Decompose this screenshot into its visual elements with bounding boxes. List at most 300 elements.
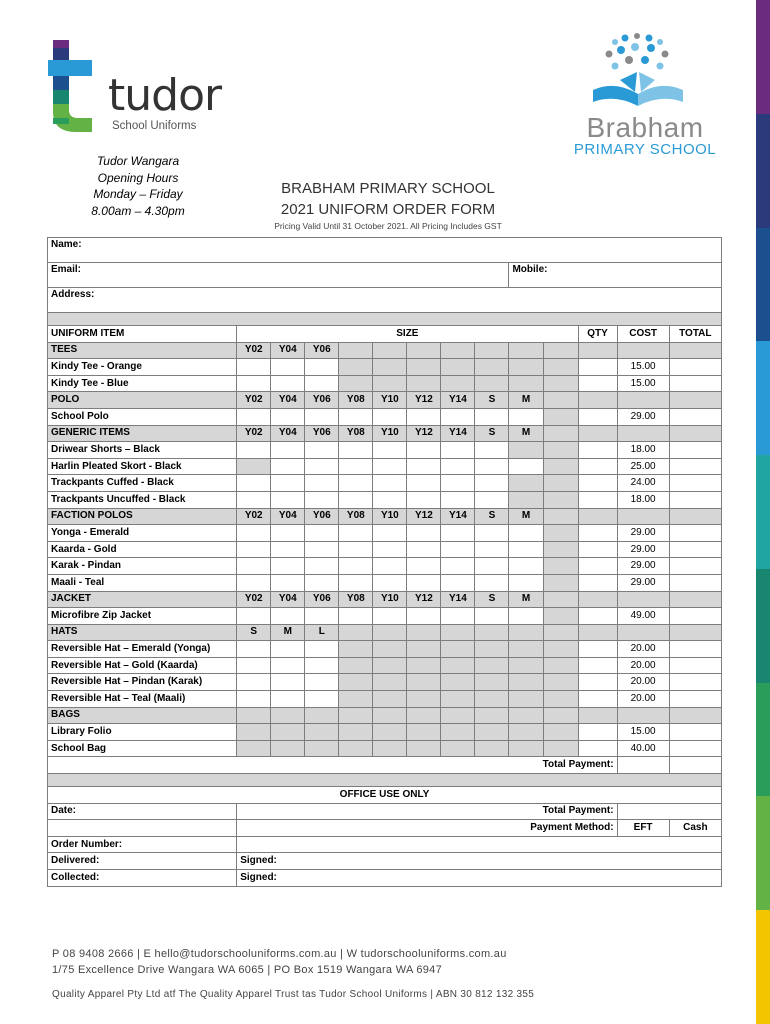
item-cost: 18.00 [617, 491, 669, 508]
size-label: Y12 [407, 392, 441, 409]
size-qty-input[interactable] [305, 674, 339, 691]
size-qty-input[interactable] [271, 458, 305, 475]
qty-empty [578, 624, 617, 641]
qty-input[interactable] [578, 359, 617, 376]
size-qty-input[interactable] [407, 475, 441, 492]
order-number-row [48, 836, 722, 853]
mobile-field[interactable] [509, 263, 722, 288]
size-unavailable [509, 442, 543, 459]
size-unavailable [339, 691, 373, 708]
size-label: Y10 [373, 392, 407, 409]
size-qty-input[interactable] [271, 558, 305, 575]
size-qty-input[interactable] [271, 608, 305, 625]
item-cost: 20.00 [617, 691, 669, 708]
address-row [48, 288, 722, 313]
size-qty-input[interactable] [237, 674, 271, 691]
size-qty-input[interactable] [305, 691, 339, 708]
cash-option[interactable]: Cash [669, 820, 721, 837]
size-label: M [509, 508, 543, 525]
size-unavailable [543, 541, 578, 558]
size-qty-input[interactable] [339, 574, 373, 591]
size-qty-input[interactable] [441, 475, 475, 492]
size-qty-input[interactable] [441, 408, 475, 425]
size-qty-input[interactable] [475, 475, 509, 492]
size-qty-input[interactable] [271, 691, 305, 708]
size-unavailable [339, 674, 373, 691]
size-qty-input[interactable] [339, 475, 373, 492]
size-empty [237, 707, 271, 724]
size-qty-input[interactable] [339, 442, 373, 459]
size-unavailable [407, 657, 441, 674]
size-qty-input[interactable] [441, 491, 475, 508]
size-unavailable [441, 641, 475, 658]
size-qty-input[interactable] [373, 525, 407, 542]
size-qty-input[interactable] [509, 574, 543, 591]
size-qty-input[interactable] [475, 442, 509, 459]
size-qty-input[interactable] [271, 359, 305, 376]
size-unavailable [509, 691, 543, 708]
size-qty-input[interactable] [271, 541, 305, 558]
category-label: FACTION POLOS [48, 508, 237, 525]
qty-input[interactable] [578, 641, 617, 658]
size-empty [373, 707, 407, 724]
size-qty-input[interactable] [475, 408, 509, 425]
size-qty-input[interactable] [373, 541, 407, 558]
size-label: Y02 [237, 342, 271, 359]
item-total-input[interactable] [669, 541, 721, 558]
size-unavailable [543, 475, 578, 492]
size-label: Y06 [305, 425, 339, 442]
item-row [48, 740, 722, 757]
size-unavailable [509, 375, 543, 392]
qty-input[interactable] [578, 724, 617, 741]
item-name: Reversible Hat – Pindan (Karak) [48, 674, 237, 691]
size-unavailable [441, 691, 475, 708]
size-qty-input[interactable] [305, 574, 339, 591]
size-qty-input[interactable] [509, 458, 543, 475]
item-total-input[interactable] [669, 491, 721, 508]
hours-line: Monday – Friday [93, 187, 183, 201]
size-qty-input[interactable] [475, 608, 509, 625]
size-qty-input[interactable] [407, 408, 441, 425]
opening-hours [78, 153, 198, 219]
size-unavailable [509, 657, 543, 674]
size-qty-input[interactable] [441, 525, 475, 542]
item-total-input[interactable] [669, 525, 721, 542]
size-qty-input[interactable] [305, 541, 339, 558]
order-form-table [47, 237, 722, 887]
total-empty [669, 707, 721, 724]
size-unavailable [407, 375, 441, 392]
qty-input[interactable] [578, 475, 617, 492]
size-qty-input[interactable] [305, 408, 339, 425]
size-label: S [475, 425, 509, 442]
size-label: Y08 [339, 508, 373, 525]
size-empty [543, 508, 578, 525]
size-qty-input[interactable] [237, 475, 271, 492]
size-unavailable [475, 691, 509, 708]
size-empty [543, 624, 578, 641]
size-qty-input[interactable] [339, 525, 373, 542]
item-name: Kindy Tee - Orange [48, 359, 237, 376]
total-payment-row [48, 757, 722, 774]
item-total-input[interactable] [669, 408, 721, 425]
size-qty-input[interactable] [237, 442, 271, 459]
size-qty-input[interactable] [339, 608, 373, 625]
size-qty-input[interactable] [407, 558, 441, 575]
book-tree-icon [565, 32, 725, 112]
footer-legal: Quality Apparel Pty Ltd atf The Quality Apparel Trust tas Tudor School Uniforms | ABN 30 812 132 355 [52, 989, 535, 1000]
size-unavailable [339, 359, 373, 376]
size-label: Y04 [271, 425, 305, 442]
size-label: S [475, 591, 509, 608]
size-label: S [475, 392, 509, 409]
size-qty-input[interactable] [271, 641, 305, 658]
total-payment-label: Total Payment: [48, 757, 618, 774]
item-total-input[interactable] [669, 740, 721, 757]
size-unavailable [373, 724, 407, 741]
qty-input[interactable] [578, 408, 617, 425]
size-qty-input[interactable] [271, 442, 305, 459]
size-qty-input[interactable] [237, 657, 271, 674]
size-qty-input[interactable] [237, 375, 271, 392]
item-total-input[interactable] [669, 458, 721, 475]
item-name: Kaarda - Gold [48, 541, 237, 558]
item-total-input[interactable] [669, 475, 721, 492]
size-qty-input[interactable] [441, 442, 475, 459]
size-qty-input[interactable] [475, 491, 509, 508]
name-field[interactable] [48, 238, 722, 263]
spacer-cell [48, 774, 722, 787]
size-qty-input[interactable] [339, 408, 373, 425]
qty-input[interactable] [578, 674, 617, 691]
size-unavailable [237, 724, 271, 741]
item-name: Yonga - Emerald [48, 525, 237, 542]
size-qty-input[interactable] [305, 375, 339, 392]
size-label: Y12 [407, 425, 441, 442]
size-qty-input[interactable] [271, 574, 305, 591]
size-qty-input[interactable] [407, 491, 441, 508]
header-item: UNIFORM ITEM [48, 326, 237, 343]
item-cost: 49.00 [617, 608, 669, 625]
size-qty-input[interactable] [407, 442, 441, 459]
size-qty-input[interactable] [305, 491, 339, 508]
footer-contact: P 08 9408 2666 | E hello@tudorschooluniforms.com.au | W tudorschooluniforms.com.au [52, 948, 507, 960]
size-qty-input[interactable] [271, 657, 305, 674]
qty-input[interactable] [578, 525, 617, 542]
size-unavailable [509, 724, 543, 741]
qty-input[interactable] [578, 375, 617, 392]
item-cost: 15.00 [617, 375, 669, 392]
category-row-generic [48, 425, 722, 442]
size-qty-input[interactable] [271, 674, 305, 691]
collected-label: Collected: [48, 870, 237, 887]
size-label: M [509, 425, 543, 442]
size-qty-input[interactable] [305, 657, 339, 674]
qty-input[interactable] [578, 458, 617, 475]
qty-input[interactable] [578, 442, 617, 459]
category-row-jacket [48, 591, 722, 608]
tudor-wordmark: tudor [108, 70, 222, 121]
email-field[interactable] [48, 263, 509, 288]
size-qty-input[interactable] [237, 574, 271, 591]
size-qty-input[interactable] [305, 608, 339, 625]
size-qty-input[interactable] [237, 558, 271, 575]
size-label: Y06 [305, 392, 339, 409]
size-qty-input[interactable] [441, 541, 475, 558]
size-qty-input[interactable] [237, 359, 271, 376]
item-total-input[interactable] [669, 558, 721, 575]
cost-empty [617, 707, 669, 724]
tudor-t-icon [48, 40, 108, 132]
item-total-input[interactable] [669, 359, 721, 376]
size-qty-input[interactable] [305, 458, 339, 475]
size-unavailable [237, 740, 271, 757]
size-label: Y12 [407, 591, 441, 608]
size-unavailable [373, 359, 407, 376]
item-cost: 29.00 [617, 541, 669, 558]
size-qty-input[interactable] [339, 458, 373, 475]
size-empty [305, 707, 339, 724]
category-label: JACKET [48, 591, 237, 608]
cost-empty [617, 591, 669, 608]
spacer-row [48, 774, 722, 787]
size-qty-input[interactable] [237, 541, 271, 558]
size-unavailable [543, 724, 578, 741]
mobile-label: Mobile: [512, 264, 548, 275]
size-unavailable [271, 740, 305, 757]
size-label: Y06 [305, 508, 339, 525]
size-unavailable [543, 375, 578, 392]
size-label: Y02 [237, 392, 271, 409]
office-use-title: OFFICE USE ONLY [48, 787, 722, 804]
size-qty-input[interactable] [373, 608, 407, 625]
item-cost: 15.00 [617, 359, 669, 376]
total-empty [669, 624, 721, 641]
size-qty-input[interactable] [509, 558, 543, 575]
size-qty-input[interactable] [373, 558, 407, 575]
total-empty [669, 342, 721, 359]
item-total-input[interactable] [669, 641, 721, 658]
form-title: 2021 UNIFORM ORDER FORM [280, 201, 496, 218]
size-qty-input[interactable] [373, 408, 407, 425]
delivered-label: Delivered: [48, 853, 237, 870]
item-name: Reversible Hat – Gold (Kaarda) [48, 657, 237, 674]
size-label: Y06 [305, 591, 339, 608]
size-empty [441, 342, 475, 359]
qty-input[interactable] [578, 740, 617, 757]
size-qty-input[interactable] [271, 408, 305, 425]
collected-signed-label[interactable]: Signed: [237, 870, 722, 887]
size-qty-input[interactable] [373, 458, 407, 475]
item-total-input[interactable] [669, 691, 721, 708]
category-label: GENERIC ITEMS [48, 425, 237, 442]
item-row [48, 442, 722, 459]
size-qty-input[interactable] [237, 408, 271, 425]
size-qty-input[interactable] [441, 608, 475, 625]
pricing-note: Pricing Valid Until 31 October 2021. All Pricing Includes GST [274, 221, 502, 231]
total-empty [669, 392, 721, 409]
size-qty-input[interactable] [305, 558, 339, 575]
qty-input[interactable] [578, 491, 617, 508]
size-qty-input[interactable] [407, 458, 441, 475]
size-unavailable [407, 724, 441, 741]
size-qty-input[interactable] [237, 641, 271, 658]
size-unavailable [543, 525, 578, 542]
item-row [48, 359, 722, 376]
size-unavailable [441, 740, 475, 757]
header-cost: COST [617, 326, 669, 343]
office-total-label: Total Payment: [237, 803, 617, 820]
size-qty-input[interactable] [237, 608, 271, 625]
size-qty-input[interactable] [407, 574, 441, 591]
qty-input[interactable] [578, 541, 617, 558]
item-row [48, 475, 722, 492]
item-cost: 29.00 [617, 558, 669, 575]
category-label: HATS [48, 624, 237, 641]
size-unavailable [305, 724, 339, 741]
size-qty-input[interactable] [475, 574, 509, 591]
size-qty-input[interactable] [339, 558, 373, 575]
qty-input[interactable] [578, 691, 617, 708]
item-row [48, 375, 722, 392]
size-unavailable [475, 724, 509, 741]
size-qty-input[interactable] [509, 525, 543, 542]
item-total-input[interactable] [669, 442, 721, 459]
hours-line: Tudor Wangara [96, 154, 180, 168]
item-row [48, 608, 722, 625]
item-total-input[interactable] [669, 674, 721, 691]
size-qty-input[interactable] [407, 608, 441, 625]
size-qty-input[interactable] [475, 558, 509, 575]
item-row [48, 408, 722, 425]
size-qty-input[interactable] [305, 475, 339, 492]
size-qty-input[interactable] [475, 525, 509, 542]
size-qty-input[interactable] [441, 458, 475, 475]
order-number-input[interactable] [237, 836, 722, 853]
item-name: School Bag [48, 740, 237, 757]
item-total-input[interactable] [669, 657, 721, 674]
size-label: Y02 [237, 425, 271, 442]
size-qty-input[interactable] [271, 475, 305, 492]
item-name: Trackpants Cuffed - Black [48, 475, 237, 492]
size-unavailable [373, 641, 407, 658]
size-unavailable [339, 724, 373, 741]
size-unavailable [475, 375, 509, 392]
item-total-input[interactable] [669, 375, 721, 392]
size-qty-input[interactable] [373, 491, 407, 508]
office-total-input[interactable] [617, 803, 721, 820]
size-label: Y04 [271, 591, 305, 608]
date-field-cont [48, 820, 237, 837]
size-qty-input[interactable] [407, 525, 441, 542]
total-payment-input[interactable] [617, 757, 669, 774]
size-unavailable [543, 574, 578, 591]
category-row-faction [48, 508, 722, 525]
size-qty-input[interactable] [509, 408, 543, 425]
size-qty-input[interactable] [441, 574, 475, 591]
size-label: M [509, 392, 543, 409]
size-label: Y10 [373, 425, 407, 442]
size-qty-input[interactable] [373, 475, 407, 492]
size-unavailable [509, 359, 543, 376]
size-label: Y02 [237, 591, 271, 608]
size-unavailable [407, 641, 441, 658]
item-name: Kindy Tee - Blue [48, 375, 237, 392]
qty-input[interactable] [578, 558, 617, 575]
size-qty-input[interactable] [475, 541, 509, 558]
size-unavailable [373, 691, 407, 708]
size-unavailable [543, 408, 578, 425]
size-qty-input[interactable] [509, 541, 543, 558]
size-unavailable [407, 691, 441, 708]
size-qty-input[interactable] [509, 608, 543, 625]
size-qty-input[interactable] [373, 574, 407, 591]
hours-line: Opening Hours [97, 170, 179, 185]
qty-input[interactable] [578, 608, 617, 625]
qty-empty [578, 342, 617, 359]
brabham-name: Brabham [586, 112, 704, 143]
total-payment-extra [669, 757, 721, 774]
size-qty-input[interactable] [237, 691, 271, 708]
size-empty [543, 707, 578, 724]
size-qty-input[interactable] [339, 541, 373, 558]
size-unavailable [339, 740, 373, 757]
size-qty-input[interactable] [271, 375, 305, 392]
header-size: SIZE [237, 326, 578, 343]
size-unavailable [475, 359, 509, 376]
size-unavailable [509, 740, 543, 757]
cost-empty [617, 624, 669, 641]
qty-input[interactable] [578, 657, 617, 674]
size-qty-input[interactable] [237, 491, 271, 508]
size-qty-input[interactable] [305, 641, 339, 658]
size-empty [475, 624, 509, 641]
size-qty-input[interactable] [237, 525, 271, 542]
item-row [48, 724, 722, 741]
item-cost: 29.00 [617, 525, 669, 542]
size-label: Y08 [339, 591, 373, 608]
item-total-input[interactable] [669, 574, 721, 591]
size-empty [543, 591, 578, 608]
item-total-input[interactable] [669, 724, 721, 741]
size-qty-input[interactable] [305, 525, 339, 542]
eft-option[interactable]: EFT [617, 820, 669, 837]
category-label: TEES [48, 342, 237, 359]
size-label: Y10 [373, 508, 407, 525]
size-qty-input[interactable] [305, 359, 339, 376]
size-qty-input[interactable] [339, 491, 373, 508]
size-qty-input[interactable] [373, 442, 407, 459]
item-row [48, 574, 722, 591]
hours-line: 8.00am – 4.30pm [91, 203, 185, 218]
size-qty-input[interactable] [305, 442, 339, 459]
size-qty-input[interactable] [271, 491, 305, 508]
size-unavailable [543, 608, 578, 625]
item-total-input[interactable] [669, 608, 721, 625]
brabham-subtitle: PRIMARY SCHOOL [573, 141, 717, 158]
size-qty-input[interactable] [407, 541, 441, 558]
delivered-signed-label[interactable]: Signed: [237, 853, 722, 870]
name-row [48, 238, 722, 263]
office-title-row [48, 787, 722, 804]
size-qty-input[interactable] [271, 525, 305, 542]
qty-input[interactable] [578, 574, 617, 591]
address-field[interactable] [48, 288, 722, 313]
size-unavailable [543, 641, 578, 658]
size-qty-input[interactable] [475, 458, 509, 475]
size-qty-input[interactable] [441, 558, 475, 575]
